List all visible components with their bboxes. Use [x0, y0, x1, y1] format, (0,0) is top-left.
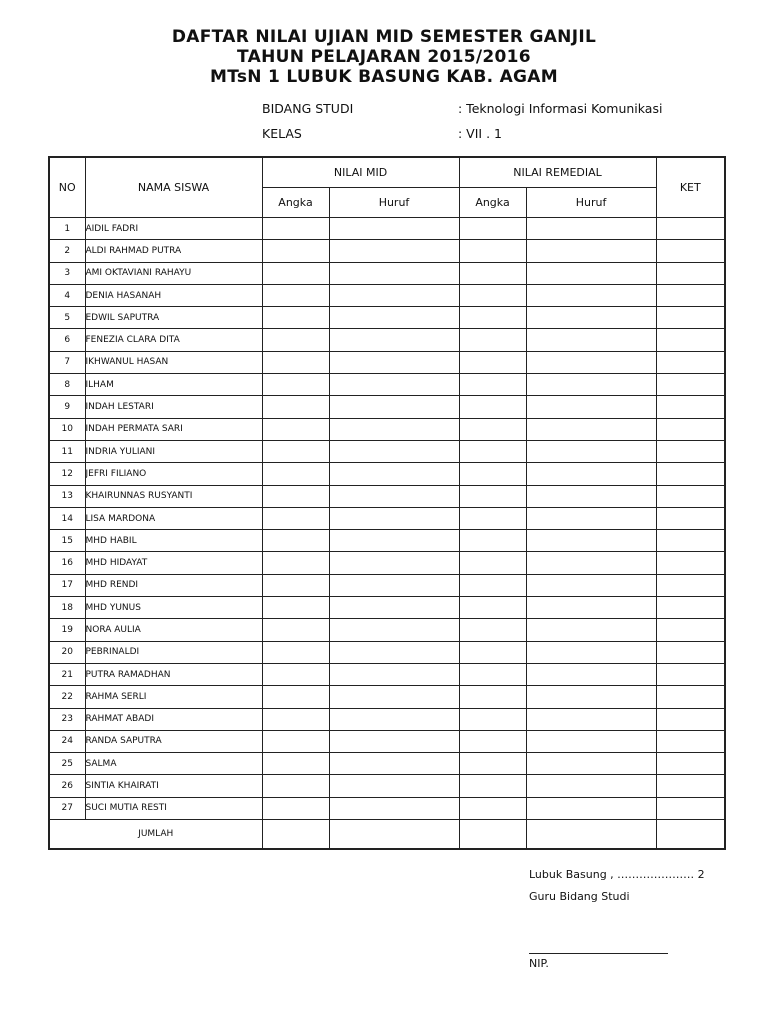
remedial-angka-cell [459, 574, 526, 596]
col-mid-header: NILAI MID [262, 157, 459, 188]
table-row [49, 686, 725, 708]
remedial-angka-cell [459, 797, 526, 819]
class-label: KELAS [262, 126, 302, 141]
subject-value: : Teknologi Informasi Komunikasi [458, 101, 663, 116]
student-name: SINTIA KHAIRATI [85, 775, 262, 797]
remedial-huruf-cell [526, 218, 656, 240]
mid-angka-cell [262, 262, 329, 284]
mid-huruf-cell [329, 396, 459, 418]
ket-cell [656, 641, 725, 663]
signature-line [529, 953, 668, 954]
mid-angka-cell [262, 663, 329, 685]
ket-cell [656, 663, 725, 685]
remedial-angka-cell [459, 240, 526, 262]
row-number: 6 [49, 329, 85, 351]
remedial-huruf-cell [526, 619, 656, 641]
student-name: RANDA SAPUTRA [85, 730, 262, 752]
remedial-huruf-cell [526, 574, 656, 596]
student-name: PEBRINALDI [85, 641, 262, 663]
ket-cell [656, 418, 725, 440]
table-row [49, 351, 725, 373]
table-row [49, 641, 725, 663]
row-number: 24 [49, 730, 85, 752]
ket-cell [656, 351, 725, 373]
total-mid-angka [262, 820, 329, 850]
ket-cell [656, 374, 725, 396]
ket-cell [656, 307, 725, 329]
remedial-angka-cell [459, 507, 526, 529]
student-name: PUTRA RAMADHAN [85, 663, 262, 685]
ket-cell [656, 797, 725, 819]
col-no-header: NO [49, 157, 85, 218]
student-name: ALDI RAHMAD PUTRA [85, 240, 262, 262]
teacher-role: Guru Bidang Studi [529, 890, 630, 903]
table-row [49, 753, 725, 775]
remedial-huruf-cell [526, 530, 656, 552]
mid-huruf-cell [329, 797, 459, 819]
mid-huruf-header: Huruf [329, 188, 459, 218]
student-name: AIDIL FADRI [85, 218, 262, 240]
table-row [49, 374, 725, 396]
row-number: 2 [49, 240, 85, 262]
row-number: 23 [49, 708, 85, 730]
table-row [49, 440, 725, 462]
remedial-huruf-cell [526, 753, 656, 775]
remedial-huruf-cell [526, 374, 656, 396]
remedial-huruf-cell [526, 708, 656, 730]
remedial-huruf-cell [526, 240, 656, 262]
mid-huruf-cell [329, 351, 459, 373]
row-number: 18 [49, 597, 85, 619]
mid-angka-cell [262, 730, 329, 752]
nip-label: NIP. [529, 957, 549, 970]
total-remedial-angka [459, 820, 526, 850]
ket-cell [656, 552, 725, 574]
mid-angka-cell [262, 284, 329, 306]
table-row [49, 663, 725, 685]
table-row [49, 797, 725, 819]
row-number: 8 [49, 374, 85, 396]
remedial-angka-cell [459, 686, 526, 708]
remedial-angka-cell [459, 775, 526, 797]
mid-angka-cell [262, 329, 329, 351]
mid-huruf-cell [329, 284, 459, 306]
col-name-header: NAMA SISWA [85, 157, 262, 218]
remedial-huruf-cell [526, 262, 656, 284]
mid-angka-header: Angka [262, 188, 329, 218]
mid-angka-cell [262, 552, 329, 574]
student-name: MHD HABIL [85, 530, 262, 552]
table-row [49, 552, 725, 574]
academic-year-title: TAHUN PELAJARAN 2015/2016 [237, 47, 531, 67]
student-name: DENIA HASANAH [85, 284, 262, 306]
mid-angka-cell [262, 574, 329, 596]
mid-huruf-cell [329, 663, 459, 685]
remedial-huruf-cell [526, 329, 656, 351]
mid-angka-cell [262, 485, 329, 507]
row-number: 1 [49, 218, 85, 240]
ket-cell [656, 530, 725, 552]
row-number: 21 [49, 663, 85, 685]
total-label: JUMLAH [49, 820, 262, 850]
table-row [49, 574, 725, 596]
remedial-huruf-cell [526, 730, 656, 752]
mid-huruf-cell [329, 641, 459, 663]
subject-label: BIDANG STUDI [262, 101, 354, 116]
student-name: JEFRI FILIANO [85, 463, 262, 485]
student-name: INDAH PERMATA SARI [85, 418, 262, 440]
table-row [49, 463, 725, 485]
document-title: DAFTAR NILAI UJIAN MID SEMESTER GANJIL [171, 27, 597, 47]
row-number: 17 [49, 574, 85, 596]
student-name: LISA MARDONA [85, 507, 262, 529]
remedial-angka-cell [459, 418, 526, 440]
mid-angka-cell [262, 797, 329, 819]
row-number: 5 [49, 307, 85, 329]
remedial-huruf-cell [526, 396, 656, 418]
row-number: 27 [49, 797, 85, 819]
total-mid-huruf [329, 820, 459, 850]
remedial-huruf-cell [526, 463, 656, 485]
total-remedial-huruf [526, 820, 656, 850]
student-name: MHD RENDI [85, 574, 262, 596]
mid-huruf-cell [329, 374, 459, 396]
table-row [49, 530, 725, 552]
remedial-angka-cell [459, 374, 526, 396]
remedial-angka-cell [459, 463, 526, 485]
ket-cell [656, 284, 725, 306]
table-row [49, 284, 725, 306]
mid-angka-cell [262, 218, 329, 240]
student-name: INDRIA YULIANI [85, 440, 262, 462]
student-name: KHAIRUNNAS RUSYANTI [85, 485, 262, 507]
row-number: 3 [49, 262, 85, 284]
row-number: 20 [49, 641, 85, 663]
remedial-angka-cell [459, 396, 526, 418]
table-row [49, 485, 725, 507]
mid-angka-cell [262, 307, 329, 329]
mid-angka-cell [262, 753, 329, 775]
remedial-angka-cell [459, 730, 526, 752]
mid-huruf-cell [329, 262, 459, 284]
table-row [49, 730, 725, 752]
remedial-huruf-header: Huruf [526, 188, 656, 218]
mid-huruf-cell [329, 440, 459, 462]
total-ket [656, 820, 725, 850]
remedial-huruf-cell [526, 686, 656, 708]
mid-angka-cell [262, 507, 329, 529]
mid-huruf-cell [329, 485, 459, 507]
mid-huruf-cell [329, 530, 459, 552]
mid-huruf-cell [329, 552, 459, 574]
student-name: INDAH LESTARI [85, 396, 262, 418]
mid-angka-cell [262, 440, 329, 462]
ket-cell [656, 753, 725, 775]
row-number: 19 [49, 619, 85, 641]
mid-angka-cell [262, 708, 329, 730]
remedial-huruf-cell [526, 351, 656, 373]
remedial-angka-cell [459, 597, 526, 619]
mid-angka-cell [262, 641, 329, 663]
col-ket-header: KET [656, 157, 725, 218]
row-number: 12 [49, 463, 85, 485]
remedial-huruf-cell [526, 307, 656, 329]
ket-cell [656, 240, 725, 262]
table-row [49, 708, 725, 730]
remedial-angka-cell [459, 329, 526, 351]
table-row [49, 218, 725, 240]
row-number: 4 [49, 284, 85, 306]
student-name: ILHAM [85, 374, 262, 396]
table-row [49, 307, 725, 329]
ket-cell [656, 507, 725, 529]
remedial-angka-cell [459, 552, 526, 574]
student-name: MHD HIDAYAT [85, 552, 262, 574]
table-row [49, 262, 725, 284]
remedial-huruf-cell [526, 663, 656, 685]
remedial-huruf-cell [526, 440, 656, 462]
student-name: NORA AULIA [85, 619, 262, 641]
table-row [49, 329, 725, 351]
remedial-huruf-cell [526, 797, 656, 819]
ket-cell [656, 329, 725, 351]
mid-huruf-cell [329, 775, 459, 797]
mid-angka-cell [262, 351, 329, 373]
ket-cell [656, 218, 725, 240]
mid-huruf-cell [329, 574, 459, 596]
remedial-huruf-cell [526, 775, 656, 797]
mid-angka-cell [262, 418, 329, 440]
row-number: 7 [49, 351, 85, 373]
student-name: SALMA [85, 753, 262, 775]
mid-huruf-cell [329, 418, 459, 440]
ket-cell [656, 440, 725, 462]
remedial-angka-cell [459, 753, 526, 775]
remedial-angka-cell [459, 485, 526, 507]
remedial-angka-cell [459, 284, 526, 306]
remedial-huruf-cell [526, 597, 656, 619]
row-number: 26 [49, 775, 85, 797]
mid-angka-cell [262, 463, 329, 485]
remedial-angka-cell [459, 641, 526, 663]
remedial-huruf-cell [526, 485, 656, 507]
student-name: SUCI MUTIA RESTI [85, 797, 262, 819]
mid-huruf-cell [329, 708, 459, 730]
mid-huruf-cell [329, 307, 459, 329]
row-number: 16 [49, 552, 85, 574]
student-name: AMI OKTAVIANI RAHAYU [85, 262, 262, 284]
mid-angka-cell [262, 240, 329, 262]
mid-huruf-cell [329, 619, 459, 641]
ket-cell [656, 262, 725, 284]
remedial-huruf-cell [526, 641, 656, 663]
mid-huruf-cell [329, 507, 459, 529]
row-number: 13 [49, 485, 85, 507]
mid-angka-cell [262, 619, 329, 641]
student-name: RAHMA SERLI [85, 686, 262, 708]
row-number: 10 [49, 418, 85, 440]
ket-cell [656, 730, 725, 752]
table-row [49, 396, 725, 418]
row-number: 9 [49, 396, 85, 418]
mid-huruf-cell [329, 240, 459, 262]
mid-huruf-cell [329, 463, 459, 485]
mid-angka-cell [262, 396, 329, 418]
ket-cell [656, 463, 725, 485]
table-row [49, 507, 725, 529]
remedial-huruf-cell [526, 418, 656, 440]
table-row [49, 240, 725, 262]
mid-huruf-cell [329, 329, 459, 351]
student-name: FENEZIA CLARA DITA [85, 329, 262, 351]
mid-huruf-cell [329, 730, 459, 752]
ket-cell [656, 619, 725, 641]
place-date-line: Lubuk Basung , ………………… 2 [529, 868, 705, 881]
row-number: 25 [49, 753, 85, 775]
remedial-angka-cell [459, 663, 526, 685]
remedial-angka-cell [459, 708, 526, 730]
student-name: RAHMAT ABADI [85, 708, 262, 730]
remedial-angka-cell [459, 619, 526, 641]
remedial-angka-header: Angka [459, 188, 526, 218]
page-edge [727, 860, 768, 900]
ket-cell [656, 686, 725, 708]
mid-angka-cell [262, 686, 329, 708]
remedial-angka-cell [459, 440, 526, 462]
row-number: 11 [49, 440, 85, 462]
remedial-huruf-cell [526, 552, 656, 574]
remedial-huruf-cell [526, 507, 656, 529]
remedial-angka-cell [459, 307, 526, 329]
mid-angka-cell [262, 374, 329, 396]
ket-cell [656, 574, 725, 596]
row-number: 14 [49, 507, 85, 529]
mid-angka-cell [262, 775, 329, 797]
mid-huruf-cell [329, 597, 459, 619]
mid-angka-cell [262, 530, 329, 552]
table-row [49, 775, 725, 797]
remedial-angka-cell [459, 530, 526, 552]
remedial-angka-cell [459, 351, 526, 373]
ket-cell [656, 775, 725, 797]
mid-huruf-cell [329, 218, 459, 240]
mid-huruf-cell [329, 686, 459, 708]
mid-angka-cell [262, 597, 329, 619]
table-row [49, 597, 725, 619]
class-value: : VII . 1 [458, 126, 502, 141]
student-name: MHD YUNUS [85, 597, 262, 619]
row-number: 22 [49, 686, 85, 708]
col-remedial-header: NILAI REMEDIAL [459, 157, 656, 188]
grades-table [48, 156, 726, 850]
row-number: 15 [49, 530, 85, 552]
table-row [49, 619, 725, 641]
mid-huruf-cell [329, 753, 459, 775]
school-title: MTsN 1 LUBUK BASUNG KAB. AGAM [210, 67, 558, 87]
remedial-huruf-cell [526, 284, 656, 306]
ket-cell [656, 597, 725, 619]
ket-cell [656, 708, 725, 730]
remedial-angka-cell [459, 218, 526, 240]
ket-cell [656, 485, 725, 507]
student-name: IKHWANUL HASAN [85, 351, 262, 373]
table-row [49, 418, 725, 440]
student-name: EDWIL SAPUTRA [85, 307, 262, 329]
ket-cell [656, 396, 725, 418]
remedial-angka-cell [459, 262, 526, 284]
